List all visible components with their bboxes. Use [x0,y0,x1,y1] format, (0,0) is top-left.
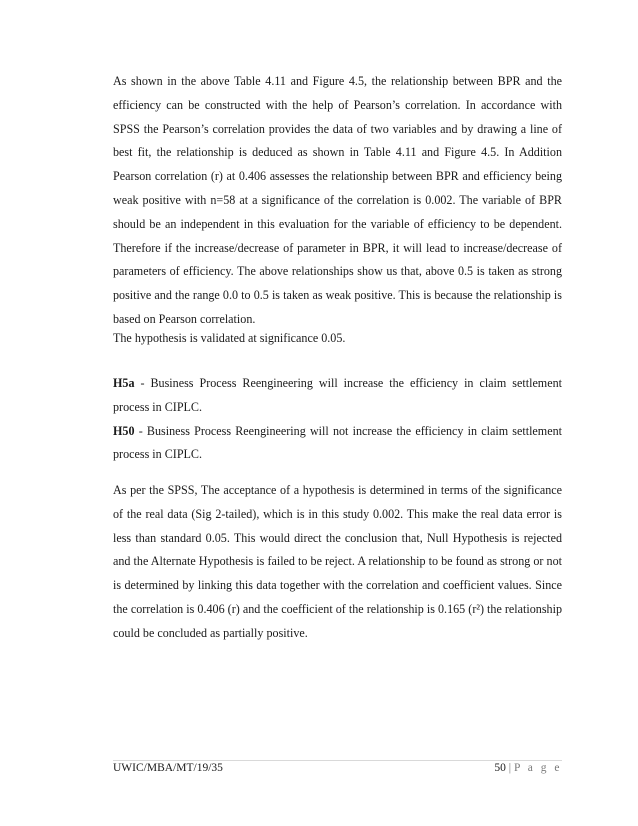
hypothesis-block [113,372,562,467]
page-number: 50 [494,762,506,774]
hypothesis-h5a [113,372,562,420]
footer-document-id: UWIC/MBA/MT/19/35 [113,762,223,774]
hypothesis-h50-text: - Business Process Reengineering will not increase the efficiency in claim settlement process in CIPLC. [113,423,562,462]
hypothesis-h5a-label: H5a [113,376,135,390]
hypothesis-h5a-text: - Business Process Reengineering will increase the efficiency in claim settlement process in CIPLC. [113,376,562,414]
footer-page-number [494,762,562,774]
paragraph-hypothesis-conclusion: As per the SPSS, The acceptance of a hypothesis is determined in terms of the significance of the real data (Sig 2-tailed), which is in this study 0.002. This make the real data error is less than standard 0.05. This would direct the conclusion that, Null Hypothesis is rejected and the Alternate Hypothesis is failed to be reject. A relationship to be found as strong or not is determined by linking this data together with the correlation and coefficient values. Since the correlation is 0.406 (r) and the coefficient of the relationship is 0.165 (r²) the relationship could be concluded as partially positive. [113,483,562,640]
hypothesis-h50-label: H50 [113,423,135,438]
hypothesis-h50 [113,420,562,468]
page-separator: | [508,762,512,774]
paragraph-correlation-analysis: As shown in the above Table 4.11 and Figure 4.5, the relationship between BPR and the efficiency can be constructed with the help of Pearson’s correlation. In accordance with SPSS the Pearson’s correlation provides the data of two variables and by drawing a line of best fit, the relationship is deduced as shown in Table 4.11 and Figure 4.5. In Addition Pearson correlation (r) at 0.406 assesses the relationship between BPR and efficiency being weak positive with n=58 at a significance of the correlation is 0.002. The variable of BPR should be an independent in this evaluation for the variable of efficiency to be dependent. Therefore if the increase/decrease of parameter in BPR, it will lead to increase/decrease of parameters of efficiency. The above relationships show us that, above 0.5 is taken as strong positive and the range 0.0 to 0.5 is taken as weak positive. This is because the relationship is based on Pearson correlation. [113,74,562,326]
paragraph-hypothesis-validation: The hypothesis is validated at significance 0.05. [113,331,346,345]
footer-divider [113,760,562,761]
page-word: P a g e [513,762,562,774]
